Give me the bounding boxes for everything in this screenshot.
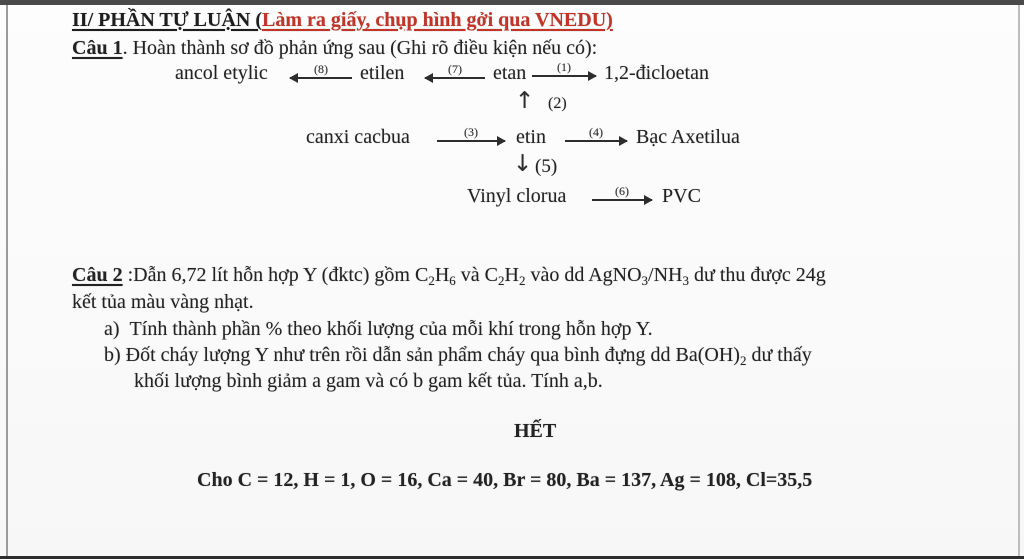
arrow-right-icon [532,62,596,77]
arrow-down-icon: ↓ [513,151,533,177]
arrow-5-label: (5) [535,156,558,177]
question-1-heading [72,37,597,60]
question-2-line1 [72,264,826,287]
item-a-marker: a) [104,318,120,340]
arrow-shaft [425,77,485,79]
question-2-label: Câu 2 [72,264,123,286]
photo-right-edge [1018,5,1020,559]
atomic-masses-line: Cho C = 12, H = 1, O = 16, Ca = 40, Br = 80, Ba = 137, Ag = 108, Cl=35,5 [197,469,813,491]
question-2-text: :Dẫn 6,72 lít hỗn hợp Y (đktc) gồm $C_2H_6$ và $C_2H_2$ vào dd $AgNO_3/NH_3$ dư thu được 24g [122,264,826,288]
arrow-8-label: (8) [314,62,328,76]
arrow-left-icon [425,64,485,79]
arrow-6-label: (6) [615,184,629,198]
question-2-item-b-line2: khối lượng bình giảm a gam và có b gam kết tủa. Tính a,b. [134,370,603,392]
question-2-item-b-line1 [104,344,812,367]
item-a-text: Tính thành phần % theo khối lượng của mỗi khí trong hỗn hợp Y. [129,318,653,340]
compound-canxi-cacbua: canxi cacbua [306,126,410,148]
section-title [72,9,613,32]
arrow-7-label: (7) [448,62,462,76]
arrow-right-icon [565,127,627,142]
arrow-4-label: (4) [589,125,603,139]
arrow-shaft [532,75,596,77]
compound-etilen: etilen [360,62,405,84]
section-title-instruction: Làm ra giấy, chụp hình gởi qua VNEDU) [262,9,613,31]
compound-vinyl-clorua: Vinyl clorua [467,185,567,207]
end-marker: HẾT [514,420,557,442]
compound-ancol-etylic: ancol etylic [175,62,268,84]
item-b-text-line1: Đốt cháy lượng Y như trên rồi dẫn sản phẩm cháy qua bình đựng dd $Ba(OH)_2$ dư thấy [125,344,812,368]
photo-left-edge [6,5,8,559]
arrow-2-label: (2) [548,95,567,112]
arrow-right-icon [592,186,652,201]
item-b-marker: b) [104,344,121,366]
section-title-main: II/ PHẦN TỰ LUẬN ( [72,9,263,31]
arrow-up-icon: ↑ [515,88,535,114]
photo-top-edge [0,0,1024,5]
compound-etin: etin [516,126,546,148]
arrow-shaft [565,140,627,142]
compound-dicloetan: 1,2-đicloetan [604,62,709,84]
arrow-right-icon [437,127,505,142]
question-2-item-a [104,318,653,341]
arrow-shaft [437,140,505,142]
compound-etan: etan [493,62,527,84]
compound-pvc: PVC [662,185,701,207]
compound-bac-axetilua: Bạc Axetilua [636,126,740,148]
question-1-label: Câu 1 [72,37,123,59]
arrow-3-label: (3) [464,125,478,139]
arrow-1-label: (1) [557,60,571,74]
question-1-text: . Hoàn thành sơ đồ phản ứng sau (Ghi rõ điều kiện nếu có): [122,37,598,59]
question-2-line2: kết tủa màu vàng nhạt. [72,291,254,313]
arrow-shaft [592,199,652,201]
arrow-left-icon [290,64,352,79]
arrow-shaft [290,77,352,79]
